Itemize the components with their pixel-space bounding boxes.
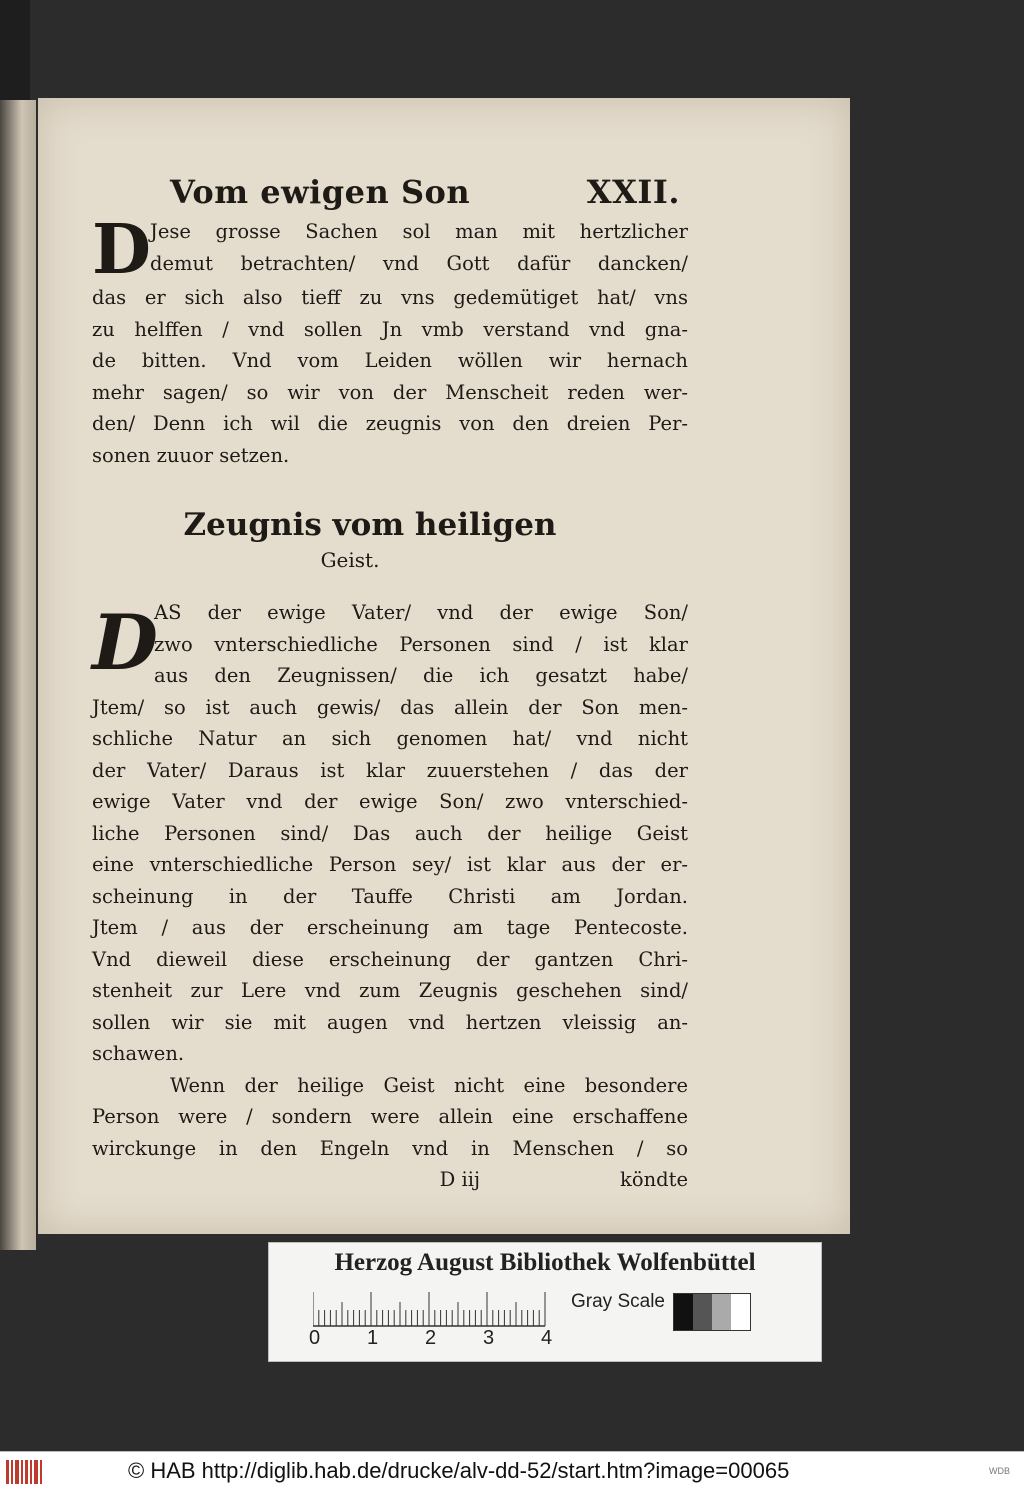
ruler-number: 1 — [367, 1327, 379, 1349]
text-line: Vnd dieweil diese erscheinung der gantzen Chri- — [92, 947, 688, 971]
initial-letter: D — [92, 210, 151, 290]
section-heading: Zeugnis vom heiligen — [183, 507, 557, 543]
text-line: der Vater/ Daraus ist klar zuuerstehen / das der — [92, 758, 688, 782]
text-line: schawen. — [92, 1042, 185, 1065]
page-footer-line — [92, 1164, 688, 1196]
previous-page-edge — [0, 100, 36, 1250]
catchword: köndte — [620, 1168, 688, 1191]
ruler-scale — [313, 1291, 565, 1327]
gray-swatch — [731, 1294, 750, 1330]
text-line: mehr sagen/ so wir von der Menscheit reden wer- — [92, 380, 688, 404]
hab-barcode-icon — [6, 1460, 46, 1484]
gray-scale-swatches — [673, 1293, 751, 1331]
text-line: zu helffen / vnd sollen Jn vmb verstand vnd gna- — [92, 317, 688, 341]
text-line: Jese grosse Sachen sol man mit hertzlicher — [150, 220, 688, 243]
running-heading — [92, 170, 688, 214]
text-line: aus den Zeugnissen/ die ich gesatzt habe/ — [154, 664, 688, 687]
wdb-mark: WDB — [989, 1466, 1010, 1476]
previous-page-shadow — [0, 0, 30, 100]
source-link[interactable]: © HAB http://diglib.hab.de/drucke/alv-dd-52/start.htm?image=00065 — [128, 1458, 790, 1483]
text-line: ewige Vater vnd der ewige Son/ zwo vnterschied- — [92, 790, 688, 813]
text-line: scheinung in der Tauffe Christi am Jordan. — [92, 884, 688, 908]
text-line: sollen wir sie mit augen vnd hertzen vleissig an- — [92, 1010, 688, 1034]
text-line: schliche Natur an sich genomen hat/ vnd nicht — [92, 727, 688, 750]
viewer-footer — [0, 1451, 1024, 1492]
text-line: den/ Denn ich wil die zeugnis von den dreien Per- — [92, 412, 688, 435]
text-line: AS der ewige Vater/ vnd der ewige Son/ — [154, 601, 688, 624]
paragraph-3 — [92, 1070, 688, 1165]
text-line: Jtem/ so ist auch gewis/ das allein der Son men- — [92, 695, 688, 719]
text-line: Wenn der heilige Geist nicht eine besondere — [170, 1073, 688, 1097]
text-line: sonen zuuor setzen. — [92, 443, 290, 467]
library-color-card — [268, 1242, 822, 1362]
library-name: Herzog August Bibliothek Wolfenbüttel — [334, 1249, 756, 1276]
ruler-number: 2 — [425, 1327, 437, 1349]
text-line: demut betrachten/ vnd Gott dafür dancken/ — [150, 251, 688, 275]
gray-swatch — [712, 1294, 731, 1330]
text-line: wirckunge in den Engeln vnd in Menschen / so — [92, 1136, 688, 1160]
text-line: Person were / sondern were allein eine erschaffene — [92, 1105, 688, 1128]
section-heading-line2: Geist. — [320, 548, 380, 572]
gray-swatch — [693, 1294, 712, 1330]
paragraph-1 — [92, 210, 688, 471]
text-line: de bitten. Vnd vom Leiden wöllen wir hernach — [92, 349, 688, 372]
text-line: Jtem / aus der erscheinung am tage Pentecoste. — [92, 916, 688, 939]
text-line: stenheit zur Lere vnd zum Zeugnis geschehen sind/ — [92, 979, 688, 1002]
gray-scale-label: Gray Scale — [571, 1291, 665, 1312]
signature-mark: D iij — [439, 1168, 481, 1191]
initial-letter: D — [92, 598, 158, 687]
text-line: liche Personen sind/ Das auch der heilige Geist — [92, 821, 688, 845]
ruler-number: 4 — [541, 1327, 553, 1349]
gray-swatch — [674, 1294, 693, 1330]
text-line: eine vnterschiedliche Person sey/ ist klar aus der er- — [92, 853, 688, 876]
heading-title: Vom ewigen Son — [170, 173, 471, 211]
paragraph-2 — [92, 597, 688, 1070]
text-line: zwo vnterschiedliche Personen sind / ist klar — [154, 632, 688, 656]
text-line: das er sich also tieff zu vns gedemütiget hat/ vns — [92, 286, 688, 309]
ruler-number: 0 — [309, 1327, 321, 1349]
heading-folio: XXII. — [586, 173, 680, 211]
page-text — [92, 170, 688, 1196]
ruler-number: 3 — [483, 1327, 495, 1349]
